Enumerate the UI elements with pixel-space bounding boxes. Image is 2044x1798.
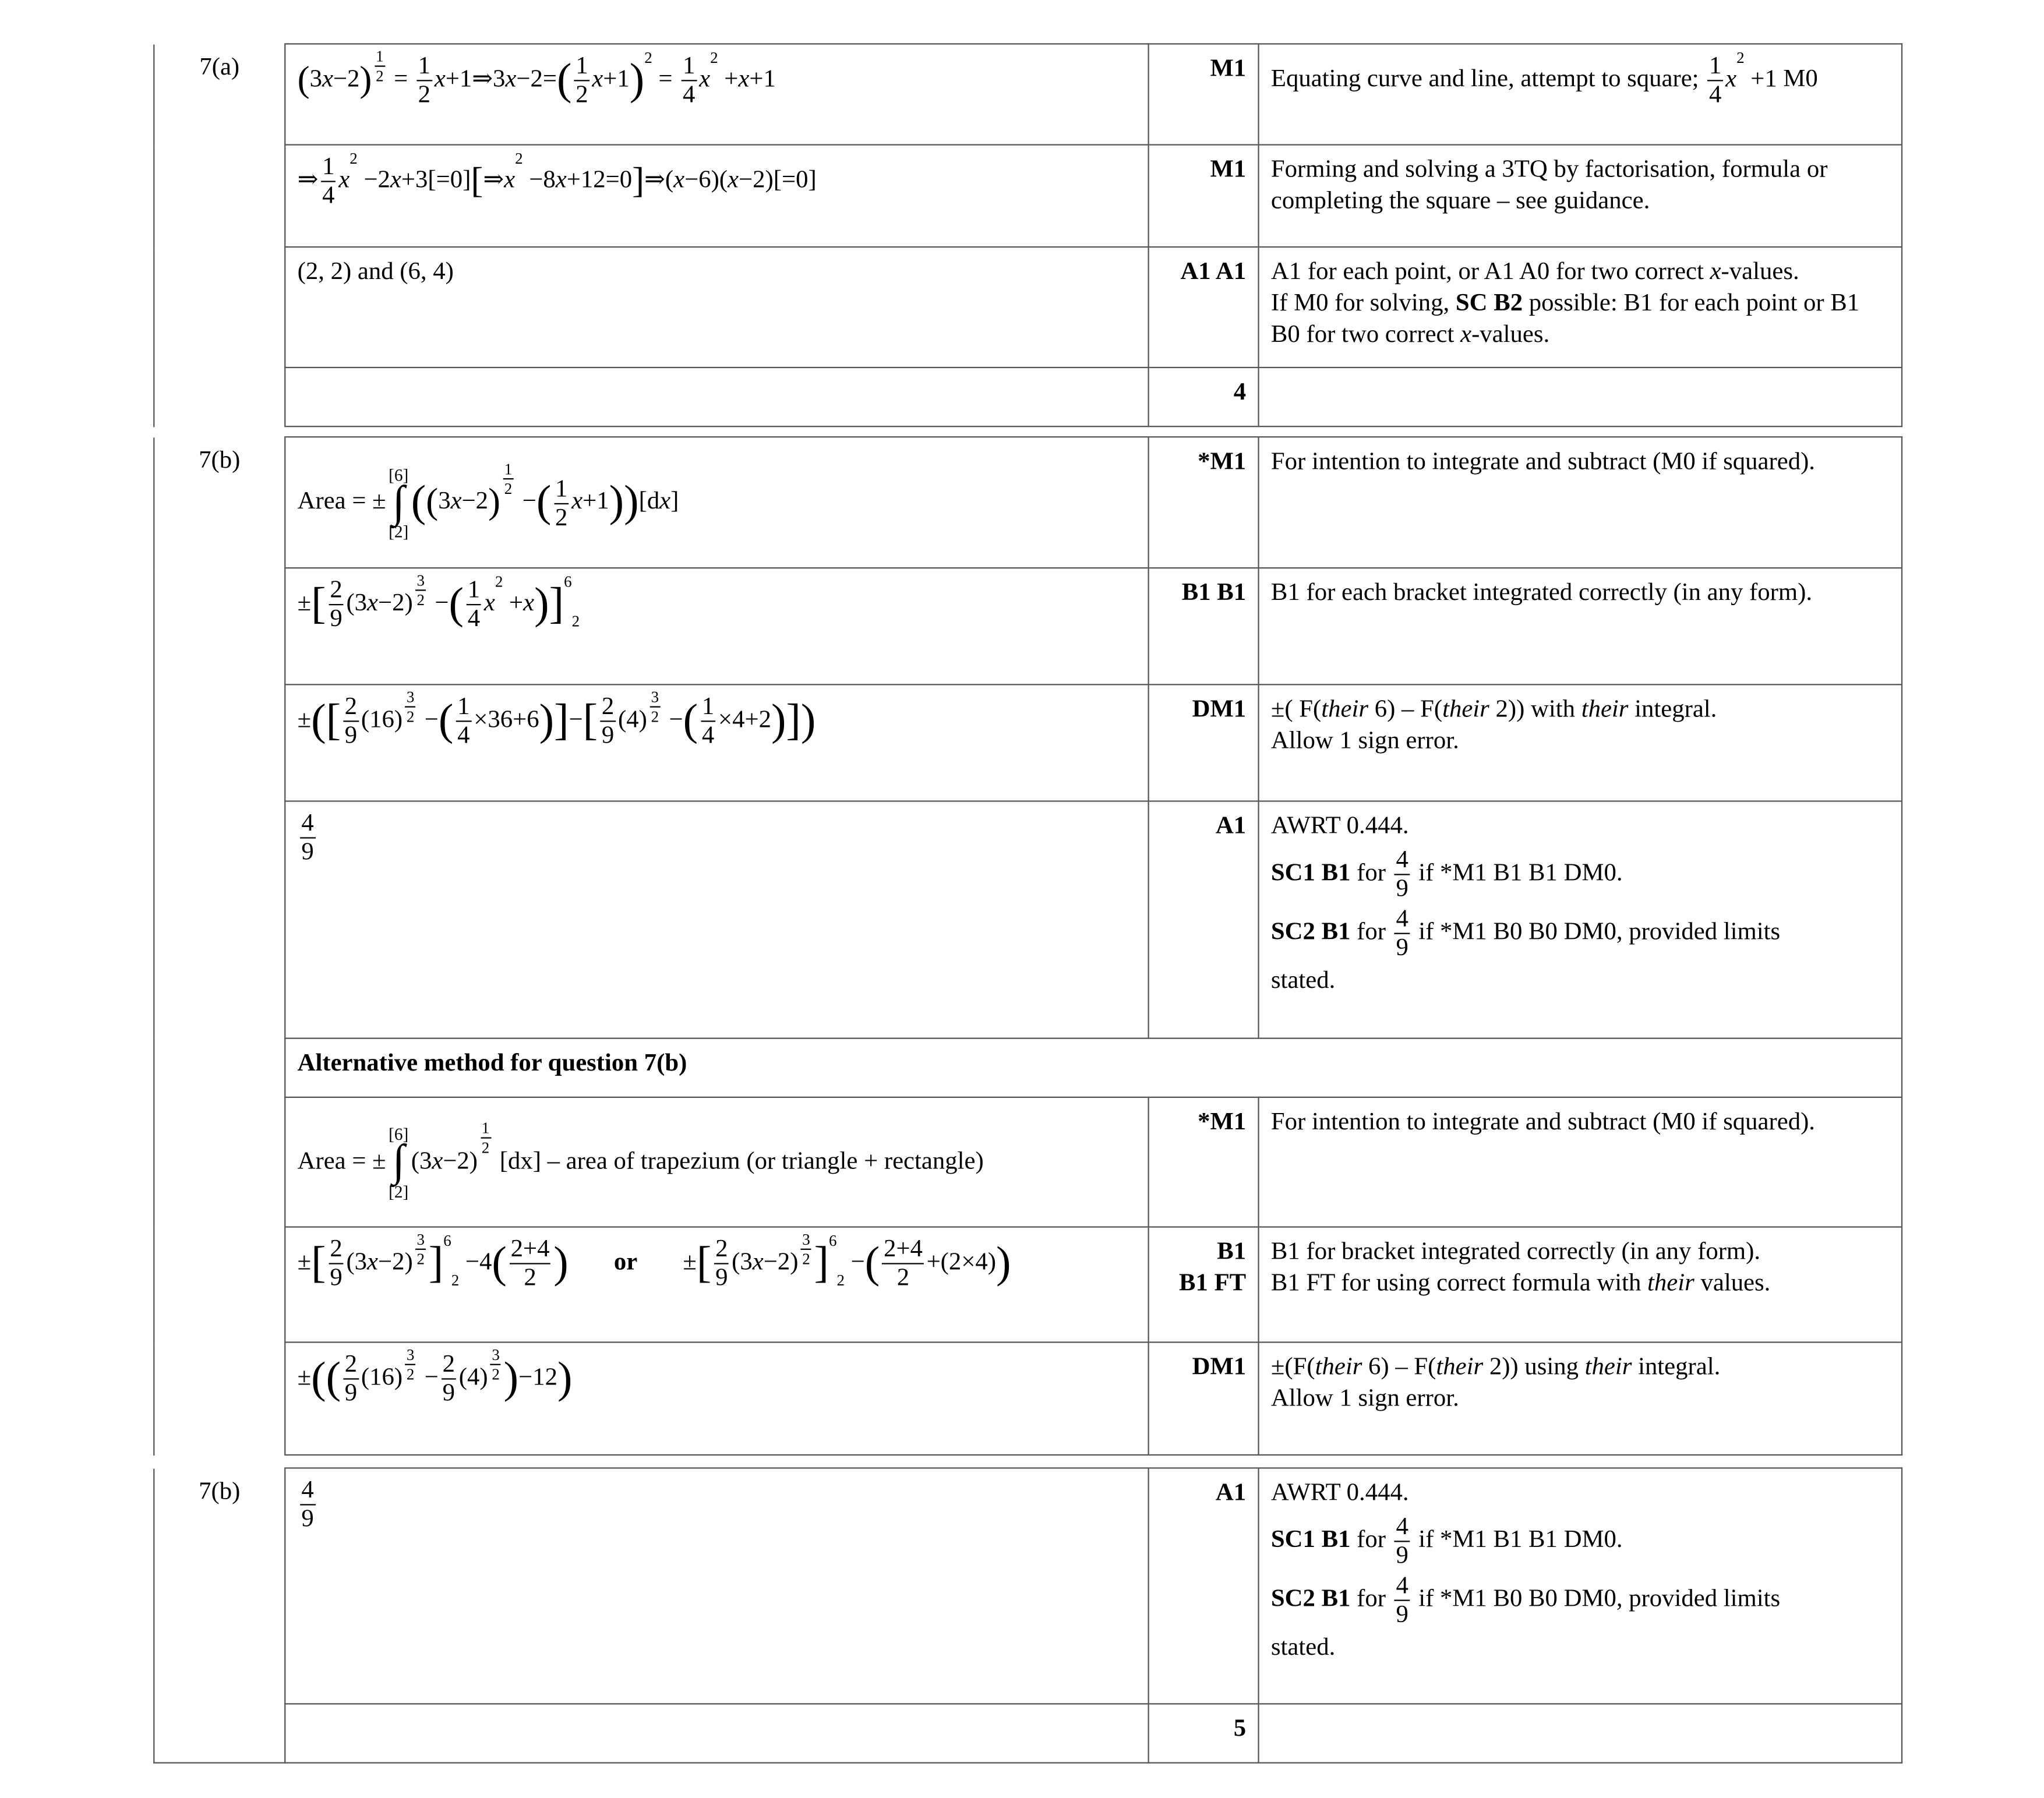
- guidance-text: values.: [1700, 1269, 1771, 1297]
- guidance-cell: A1 for each point, or A1 A0 for two correct x-values. If M0 for solving, SC B2 possible: B1 for each point or B1 B0 for two correct x-values.: [1259, 247, 1902, 368]
- guidance-text: A1 for each point, or A1 A0 for two correct: [1270, 258, 1704, 286]
- area-label: Area =: [297, 1147, 366, 1175]
- guidance-text: ±( F(: [1270, 695, 1322, 723]
- guidance-cell: Forming and solving a 3TQ by factorisation, formula or completing the square – see guidance.: [1259, 145, 1902, 247]
- table-row: [154, 44, 1902, 144]
- guidance-text: B1 FT for using correct formula with: [1270, 1269, 1641, 1297]
- guidance-text: for: [1357, 1525, 1386, 1553]
- guidance-text: SC1 B1: [1270, 1525, 1351, 1553]
- answer-cell: [285, 1097, 1148, 1227]
- guidance-text: if *M1 B1 B1 DM0.: [1418, 1525, 1623, 1553]
- total-mark: 4: [1149, 368, 1259, 426]
- guidance-text: for: [1357, 859, 1386, 886]
- mark-text: B1: [1217, 1238, 1247, 1266]
- mark-cell: A1 A1: [1149, 247, 1259, 368]
- guidance-text: integral.: [1628, 695, 1717, 723]
- or-label: or: [613, 1248, 638, 1276]
- guidance-text: SC B2: [1455, 289, 1523, 317]
- math-expression: Area = ± [6] ∫ [2] ((3x−2) $^{\frac{1}{2}}$ −( $\frac{1}{2}$ x+1))[dx]: [297, 459, 679, 542]
- mark-cell: B1 B1: [1149, 568, 1259, 684]
- math-expression: Area = ± [6] ∫ [2] (3x−2) $^{\frac{1}{2}}$ [dx] – area of trapezium (or triangle + rectangle): [297, 1119, 984, 1202]
- guidance-text: their: [1584, 1353, 1632, 1381]
- guidance-text: if *M1 B1 B1 DM0.: [1418, 859, 1623, 886]
- markscheme-table-7a: [153, 43, 1902, 427]
- guidance-text: their: [1315, 1353, 1362, 1381]
- mark-cell: [1149, 1227, 1259, 1343]
- mark-cell: A1: [1149, 801, 1259, 1038]
- guidance-cell: [1259, 1468, 1902, 1704]
- guidance-text: -values.: [1721, 258, 1799, 286]
- table-row: [154, 568, 1902, 684]
- guidance-text: integral.: [1632, 1353, 1721, 1381]
- guidance-text: if *M1 B0 B0 DM0, provided limits: [1418, 1584, 1781, 1613]
- guidance-text: for: [1357, 917, 1386, 946]
- math-expression: $\frac{4}{9}$: [1395, 1573, 1410, 1627]
- markscheme-table-7b: [153, 436, 1902, 1456]
- answer-cell: [285, 44, 1148, 144]
- guidance-text: SC2 B1: [1270, 1584, 1351, 1613]
- guidance-text: 2)) with: [1489, 695, 1581, 723]
- guidance-cell: [1259, 44, 1902, 144]
- table-row: [154, 437, 1902, 568]
- mark-cell: DM1: [1149, 684, 1259, 801]
- mark-cell: DM1: [1149, 1343, 1259, 1455]
- total-mark: 5: [1149, 1704, 1259, 1762]
- guidance-cell: [1259, 801, 1902, 1038]
- answer-cell: [285, 1343, 1148, 1455]
- mark-cell: A1: [1149, 1468, 1259, 1704]
- guidance-cell: For intention to integrate and subtract (M0 if squared).: [1259, 437, 1902, 568]
- guidance-text: -values.: [1471, 320, 1550, 348]
- guidance-text: AWRT 0.444.: [1270, 1479, 1409, 1507]
- table-row: [154, 1038, 1902, 1097]
- guidance-text: SC1 B1: [1270, 859, 1351, 886]
- table-row: [154, 1227, 1902, 1343]
- math-expression: $\frac{4}{9}$: [1395, 1514, 1410, 1568]
- math-expression: ±([ $\frac{2}{9}$ (16) $^{\frac{3}{2}}$ −( $\frac{1}{4}$ ×36+6)]−[ $\frac{2}{9}$ (4) $^{\frac{3}{2}}$ −( $\frac{1}{4}$ ×4+2)]): [297, 687, 816, 750]
- guidance-text: stated.: [1270, 1633, 1336, 1661]
- guidance-text: their: [1647, 1269, 1694, 1297]
- answer-cell: [285, 368, 1148, 426]
- table-row: [154, 684, 1902, 801]
- guidance-text: 6) – F(: [1368, 695, 1443, 723]
- markscheme-table-7b-continued: [153, 1467, 1902, 1763]
- table-row: [154, 145, 1902, 247]
- answer-cell: (2, 2) and (6, 4): [285, 247, 1148, 368]
- alternative-method-heading: Alternative method for question 7(b): [285, 1038, 1902, 1097]
- guidance-cell: [1259, 368, 1902, 426]
- guidance-cell: [1259, 1704, 1902, 1762]
- answer-cell: [285, 568, 1148, 684]
- table-row: [154, 1343, 1902, 1455]
- guidance-text: stated.: [1270, 966, 1336, 994]
- answer-cell: [285, 1227, 1148, 1343]
- guidance-text: their: [1436, 1353, 1484, 1381]
- mark-text: B1 FT: [1179, 1269, 1247, 1297]
- guidance-cell: [1259, 1227, 1902, 1343]
- question-number: 7(b): [154, 437, 285, 1455]
- guidance-text: If M0 for solving,: [1270, 289, 1450, 317]
- guidance-text: 2)) using: [1483, 1353, 1585, 1381]
- math-expression: $\frac{4}{9}$: [298, 822, 318, 850]
- guidance-text: their: [1321, 695, 1369, 723]
- answer-cell: [285, 1468, 1148, 1704]
- table-row: [154, 368, 1902, 426]
- guidance-cell: [1259, 1343, 1902, 1455]
- guidance-text: their: [1581, 695, 1629, 723]
- guidance-text: if *M1 B0 B0 DM0, provided limits: [1418, 917, 1781, 946]
- mark-cell: M1: [1149, 145, 1259, 247]
- guidance-text: their: [1442, 695, 1489, 723]
- guidance-text: 6) – F(: [1362, 1353, 1436, 1381]
- math-expression: ±(( $\frac{2}{9}$ (16) $^{\frac{3}{2}}$ − $\frac{2}{9}$ (4) $^{\frac{3}{2}}$ )−12): [297, 1345, 573, 1407]
- math-expression: $\frac{4}{9}$: [298, 1489, 318, 1517]
- math-expression: $\frac{4}{9}$: [1395, 847, 1410, 901]
- answer-cell: [285, 684, 1148, 801]
- guidance-text: possible: B1 for each point or B1 B0 for two correct: [1270, 289, 1860, 348]
- guidance-text: Allow 1 sign error.: [1270, 1384, 1459, 1412]
- math-expression: $\frac{4}{9}$: [1395, 906, 1410, 960]
- table-row: [154, 1097, 1902, 1227]
- guidance-text: AWRT 0.444.: [1270, 812, 1409, 840]
- guidance-text: for: [1357, 1584, 1386, 1613]
- math-expression: ⇒ $\frac{1}{4}$ $x^2$ $-2x+3[=0][\Rightarrow x^2$ −8x+12=0]⇒(x−6)(x−2)[=0]: [297, 149, 817, 210]
- guidance-text: ±(F(: [1270, 1353, 1315, 1381]
- mark-cell: *M1: [1149, 437, 1259, 568]
- guidance-cell: [1259, 684, 1902, 801]
- question-number: 7(b): [154, 1468, 285, 1762]
- guidance-cell: For intention to integrate and subtract (M0 if squared).: [1259, 1097, 1902, 1227]
- answer-text: [dx] – area of trapezium (or triangle + rectangle): [499, 1147, 984, 1175]
- question-number: 7(a): [154, 44, 285, 426]
- math-expression: ±[ $\frac{2}{9}$ (3x−2) $^{\frac{3}{2}}$ −( $\frac{1}{4}$ $x^2 +x)]^62$: [297, 571, 580, 633]
- answer-cell: [285, 145, 1148, 247]
- table-row: [154, 1704, 1902, 1762]
- area-label: Area =: [297, 488, 366, 515]
- math-expression: ±[ $\frac{2}{9}$ (3x−2) $^{\frac{3}{2}}$ ]$^6$2 −4( $\frac{2+4}{2}$ ) or ±[ $\frac{2}{9}$ (3x−2) $^{\frac{3}{2}}$ ]$^6$2 −( $\frac{2+4}{2}$ +(2×4)): [297, 1230, 1011, 1292]
- guidance-text: B1 for bracket integrated correctly (in any form).: [1270, 1238, 1761, 1266]
- guidance-text: Equating curve and line, attempt to square;: [1270, 65, 1699, 93]
- guidance-text: SC2 B1: [1270, 917, 1351, 946]
- mark-cell: M1: [1149, 44, 1259, 144]
- answer-cell: [285, 437, 1148, 568]
- answer-cell: [285, 1704, 1148, 1762]
- guidance-cell: B1 for each bracket integrated correctly (in any form).: [1259, 568, 1902, 684]
- table-row: [154, 247, 1902, 368]
- mark-cell: *M1: [1149, 1097, 1259, 1227]
- table-row: [154, 1468, 1902, 1704]
- guidance-text: M0: [1783, 65, 1818, 93]
- answer-cell: [285, 801, 1148, 1038]
- math-expression: (3x−2) $^{\frac{1}{2}}$ = $\frac{1}{2}$ x+1⇒3x−2=( $\frac{1}{2}$ x+1)$^2$ = $\frac{1}{4}$ $x^2 +x+1$: [297, 47, 776, 109]
- guidance-text: Allow 1 sign error.: [1270, 726, 1459, 755]
- table-row: [154, 801, 1902, 1038]
- math-expression: $\frac{1}{4}$ $x^2 +1$: [1705, 65, 1777, 93]
